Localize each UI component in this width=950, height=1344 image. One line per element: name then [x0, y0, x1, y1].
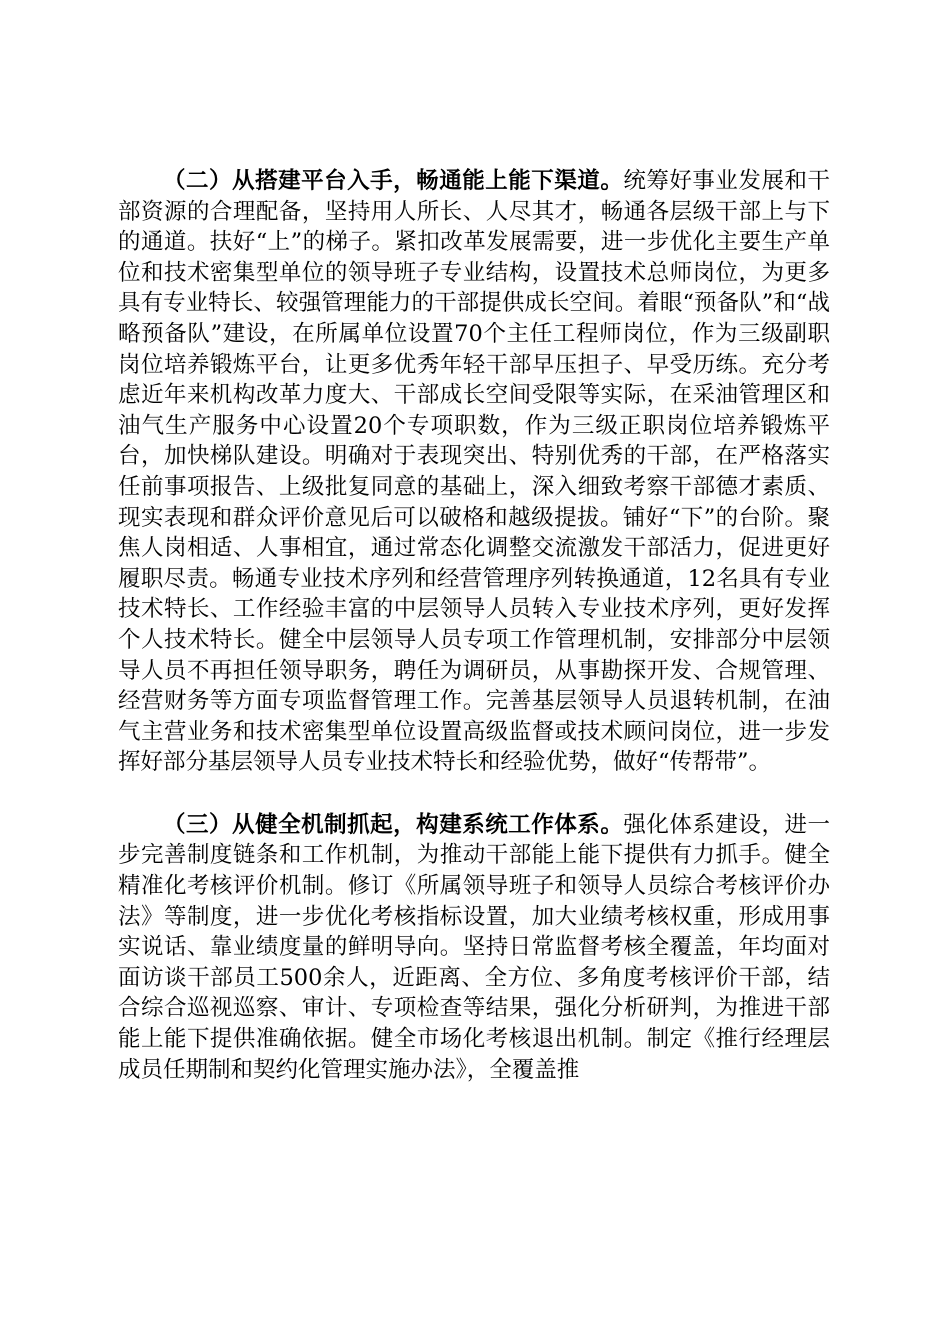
paragraph-text: 统筹好事业发展和干部资源的合理配备，坚持用人所长、人尽其才，畅通各层级干部上与下的通道。扶好“上”的梯子。紧扣改革发展需要，进一步优化主要生产单位和技术密集型单位的领导班子专业结构，设置技术总师岗位，为更多具有专业特长、较强管理能力的干部提供成长空间。着眼“预备队”和“战略预备队”建设，在所属单位设置70个主任工程师岗位，作为三级副职岗位培养锻炼平台，让更多优秀年轻干部早压担子、早受历练。充分考虑近年来机构改革力度大、干部成长空间受限等实际，在采油管理区和油气生产服务中心设置20个专项职数，作为三级正职岗位培养锻炼平台，加快梯队建设。明确对于表现突出、特别优秀的干部，在严格落实任前事项报告、上级批复同意的基础上，深入细致考察干部德才素质、现实表现和群众评价意见后可以破格和越级提拔。铺好“下”的台阶。聚焦人岗相适、人事相宜，通过常态化调整交流激发干部活力，促进更好履职尽责。畅通专业技术序列和经营管理序列转换通道，12名具有专业技术特长、工作经验丰富的中层领导人员转入专业技术序列，更好发挥个人技术特长。健全中层领导人员专项工作管理机制，安排部分中层领导人员不再担任领导职务，聘任为调研员，从事勘探开发、合规管理、经营财务等方面专项监督管理工作。完善基层领导人员退转机制，在油气主营业务和技术密集型单位设置高级监督或技术顾问岗位，进一步发挥好部分基层领导人员专业技术特长和经验优势，做好“传帮带”。	[118, 168, 830, 776]
paragraph-mechanism-building	[118, 810, 830, 1085]
paragraph-text: 强化体系建设，进一步完善制度链条和工作机制，为推动干部能上能下提供有力抓手。健全精准化考核评价机制。修订《所属领导班子和领导人员综合考核评价办法》等制度，进一步优化考核指标设置，加大业绩考核权重，形成用事实说话、靠业绩度量的鲜明导向。坚持日常监督考核全覆盖，年均面对面访谈干部员工500余人，近距离、全方位、多角度考核评价干部，结合综合巡视巡察、审计、专项检查等结果，强化分析研判，为推进干部能上能下提供准确依据。健全市场化考核退出机制。制定《推行经理层成员任期制和契约化管理实施办法》，全覆盖推	[118, 811, 830, 1083]
document-body	[118, 166, 830, 1117]
paragraph-heading: （三）从健全机制抓起，构建系统工作体系。	[163, 811, 624, 838]
paragraph-platform-building	[118, 166, 830, 778]
paragraph-heading: （二）从搭建平台入手，畅通能上能下渠道。	[163, 168, 624, 194]
